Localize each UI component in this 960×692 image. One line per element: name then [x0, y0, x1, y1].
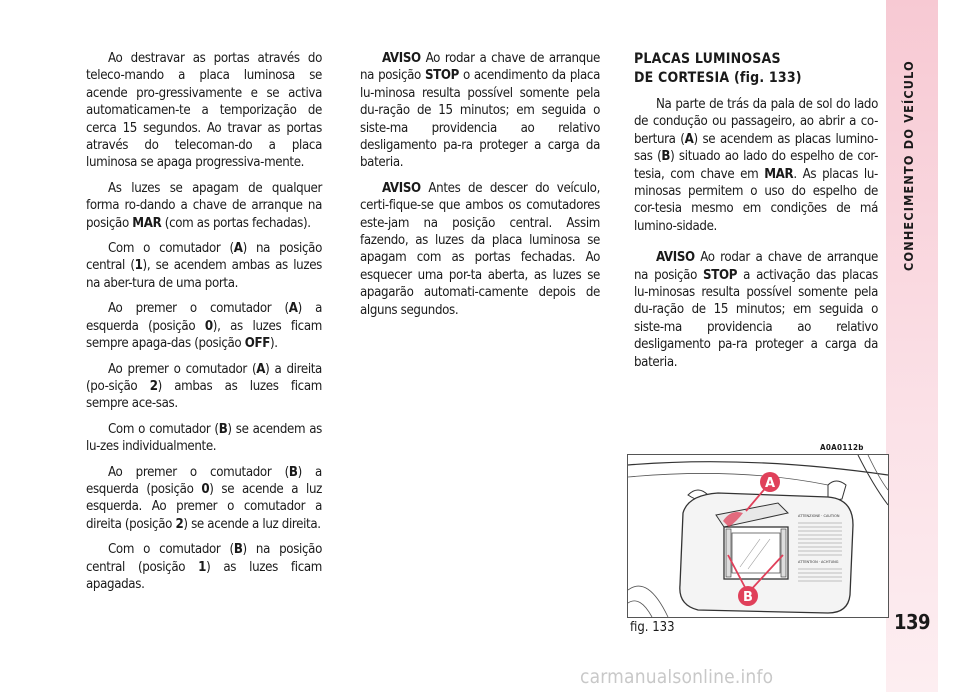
column-1	[86, 50, 322, 601]
sun-visor-illustration	[628, 455, 888, 617]
paragraph: Ao premer o comutador (A) a direita (po-sição 2) ambas as luzes ficam sempre ace-sas.	[86, 361, 322, 412]
svg-text:B: B	[743, 590, 753, 605]
watermark: carmanualsonline.info	[580, 666, 774, 688]
warning-label: AVISO	[656, 250, 695, 266]
column-2	[360, 50, 600, 327]
warning-paragraph: AVISO Antes de descer do veículo, certi-fique-se que ambos os comutadores este-jam na posição central. Assim fazendo, as luzes da placa luminosa se apagam com as portas fechadas. Ao esquecer uma por-ta aberta, as luzes se apagarão automati-camente depois de alguns segundos.	[360, 180, 600, 318]
sun-visor-figure	[627, 454, 889, 618]
figure-caption: fig. 133	[630, 620, 675, 635]
column-3	[634, 50, 878, 379]
svg-text:A: A	[764, 476, 776, 491]
warning-paragraph: AVISO Ao rodar a chave de arranque na posição STOP o acendimento da placa lu-minosa resulta possível somente pela du-ração de 15 minutos; em seguida o siste-ma providencia ao relativo desligamento pa-ra proteger a carga da bateria.	[360, 51, 600, 171]
page-number: 139	[893, 610, 931, 634]
paragraph: Na parte de trás da pala de sol do lado de condução ou passageiro, ao abrir a co-bertura (A) se acendem as placas lumino-sas (B) situado ao lado do espelho de cor-tesia, com chave em MAR. As placas lu-minosas permitem o uso do espelho de cor-tesia mesmo em condições de má lumino-sidade.	[634, 97, 879, 234]
paragraph: Ao premer o comutador (B) a esquerda (posição 0) se acende a luz esquerda. Ao premer o comutador a direita (posição 2) se acende a luz direita.	[86, 464, 322, 532]
section-heading: PLACAS LUMINOSAS DE CORTESIA (fig. 133)	[634, 51, 802, 86]
paragraph: As luzes se apagam de qualquer forma ro-dando a chave de arranque na posição MAR (com as portas fechadas).	[86, 180, 322, 231]
warning-label: AVISO	[382, 51, 421, 66]
figure-code: A0A0112b	[820, 443, 864, 452]
paragraph: Com o comutador (B) na posição central (posição 1) as luzes ficam apagadas.	[86, 542, 322, 592]
section-title: CONHECIMENTO DO VEÍCULO	[901, 60, 916, 271]
paragraph: Com o comutador (B) se acendem as lu-zes individualmente.	[86, 421, 322, 455]
attention-label: ATTENZIONE · CAUTION	[798, 514, 840, 518]
attention-label-2: ATTENTION · ACHTUNG	[798, 560, 839, 564]
warning-label: AVISO	[382, 180, 421, 196]
paragraph: Ao premer o comutador (A) a esquerda (posição 0), as luzes ficam sempre apaga-das (posição OFF).	[86, 301, 322, 352]
warning-paragraph: AVISO Ao rodar a chave de arranque na posição STOP a activação das placas lu-minosas resulta possível somente pela du-ração de 15 minutos; em seguida o siste-ma providencia ao relativo desligamento pa-ra proteger a carga da bateria.	[634, 250, 878, 370]
paragraph: Ao destravar as portas através do teleco-mando a placa luminosa se acende pro-gressivamente e se activa automaticamen-te a temporização de cerca 15 segundos. Ao travar as portas através do telecoman-do a placa luminosa se apaga progressiva-mente.	[86, 51, 322, 171]
paragraph: Com o comutador (A) na posição central (1), se acendem ambas as luzes na aber-tura de uma porta.	[86, 241, 322, 291]
